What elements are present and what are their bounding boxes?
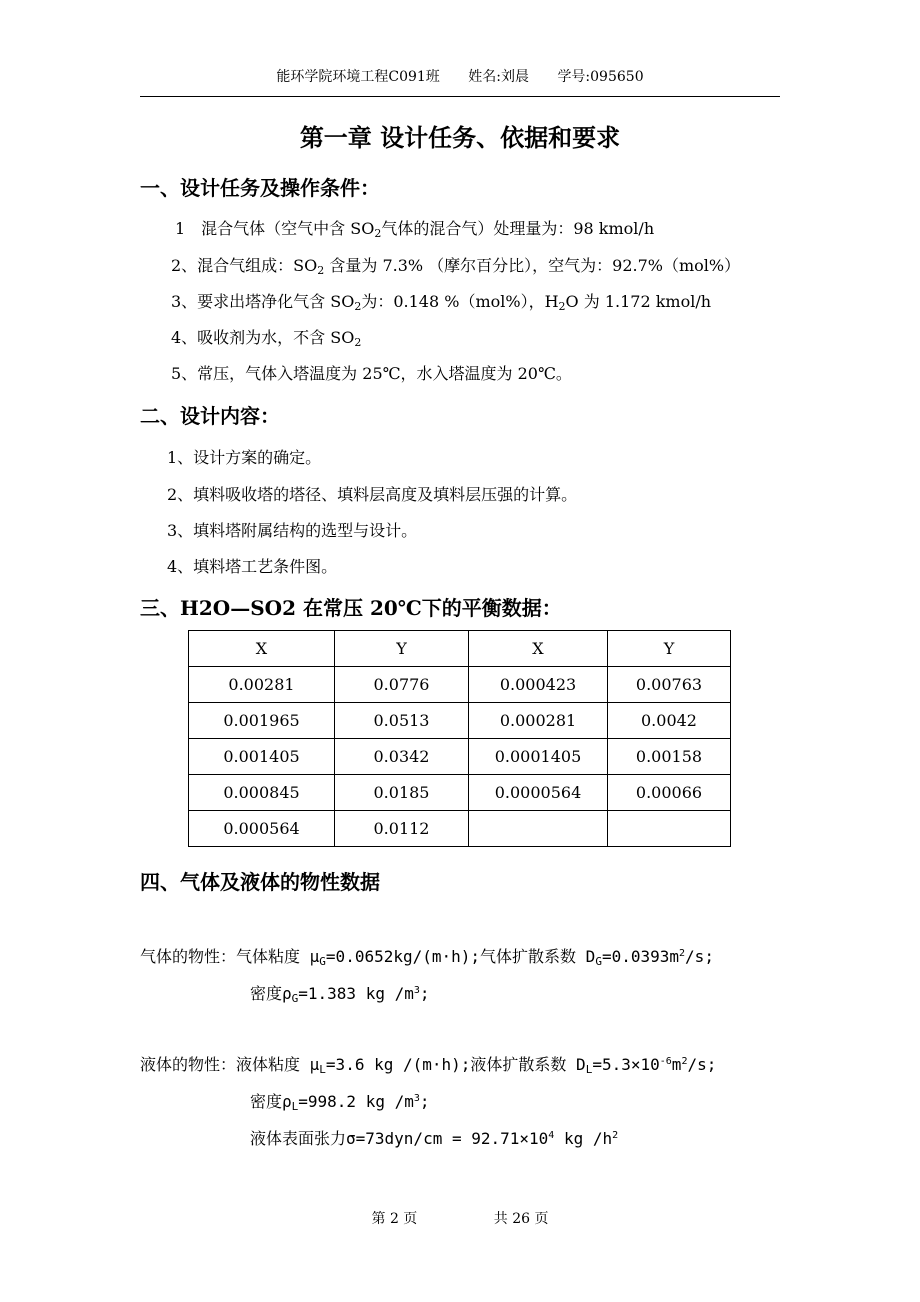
section1-title: 一、设计任务及操作条件：: [140, 176, 380, 200]
section1-item-4: 4、吸收剂为水，不含 $SO_2$: [171, 328, 362, 349]
page-footer: [0, 1208, 920, 1228]
gas-properties-line-1: 气体的物性：气体粘度 $\mu_G=0.0652kg/(m\cdot h)$;气体扩散系数 $D_G=0.0393m^2/s$;: [140, 947, 714, 968]
table-cell: 0.00763: [608, 667, 731, 703]
gas-label: 气体的物性：: [140, 947, 237, 966]
gas-properties-line-2: 密度$\rho_G=1.383$ kg $/m^3$;: [250, 984, 430, 1005]
header-student-no: 学号:095650: [557, 69, 644, 85]
table-cell: 0.0001405: [469, 739, 608, 775]
table-row: [189, 667, 731, 703]
chapter-title: 第一章 设计任务、依据和要求: [299, 123, 621, 152]
table-row: [189, 739, 731, 775]
table-header-cell: X: [189, 631, 335, 667]
table-cell: 0.000423: [469, 667, 608, 703]
liquid-properties-line-3: 液体表面张力$\sigma=73dyn/cm = 92.71\times 10^4$ kg $/h^2$: [250, 1129, 619, 1148]
table-row: [189, 811, 731, 847]
running-header: [0, 66, 920, 86]
table-cell: 0.001405: [189, 739, 335, 775]
section1-item-1: 1 混合气体（空气中含 $SO_2$气体的混合气）处理量为：98 kmol/h: [175, 219, 655, 240]
section2-item-3: 3、填料塔附属结构的选型与设计。: [167, 521, 418, 540]
table-header-cell: X: [469, 631, 608, 667]
page-total: 共 26 页: [493, 1211, 549, 1227]
table-cell: 0.0342: [335, 739, 469, 775]
equilibrium-table: [188, 630, 731, 847]
table-cell: 0.000845: [189, 775, 335, 811]
table-cell: 0.00158: [608, 739, 731, 775]
header-name: 姓名:刘晨: [468, 69, 529, 85]
table-cell: 0.0042: [608, 703, 731, 739]
table-header-row: [189, 631, 731, 667]
table-header-cell: Y: [608, 631, 731, 667]
liquid-properties-line-2: 密度$\rho_L=998.2$ kg $/m^3$;: [250, 1092, 430, 1113]
liquid-properties-line-1: 液体的物性：液体粘度 $\mu_L=3.6$ kg /(m·h);液体扩散系数 $D_L=5.3\times 10^{-6}m^2/s$;: [140, 1055, 717, 1076]
section1-item-5: 5、常压，气体入塔温度为 25℃，水入塔温度为 20℃。: [171, 364, 572, 383]
section2-item-1: 1、设计方案的确定。: [167, 448, 322, 467]
table-cell: 0.0112: [335, 811, 469, 847]
header-class: 能环学院环境工程C091班: [276, 69, 440, 85]
table-header-cell: Y: [335, 631, 469, 667]
section2-item-2: 2、填料吸收塔的塔径、填料层高度及填料层压强的计算。: [167, 485, 578, 504]
table-cell: [469, 811, 608, 847]
page-number: 第 2 页: [371, 1211, 418, 1227]
liquid-label: 液体的物性：: [140, 1055, 237, 1074]
table-cell: 0.0000564: [469, 775, 608, 811]
table-row: [189, 703, 731, 739]
table-cell: 0.001965: [189, 703, 335, 739]
table-cell: [608, 811, 731, 847]
table-cell: 0.0776: [335, 667, 469, 703]
table-cell: 0.000281: [469, 703, 608, 739]
table-cell: 0.0185: [335, 775, 469, 811]
table-cell: 0.00066: [608, 775, 731, 811]
section2-item-4: 4、填料塔工艺条件图。: [167, 557, 338, 576]
section4-title: 四、气体及液体的物性数据: [140, 870, 380, 894]
section2-title: 二、设计内容：: [140, 404, 280, 428]
table-row: [189, 775, 731, 811]
table-cell: 0.000564: [189, 811, 335, 847]
header-rule: [140, 96, 780, 97]
section1-item-2: 2、混合气组成：$SO_2$ 含量为 7.3% （摩尔百分比），空气为：92.7%（mol%）: [171, 256, 741, 277]
table-cell: 0.0513: [335, 703, 469, 739]
section3-title: 三、H2O—SO2 在常压 20℃下的平衡数据：: [140, 596, 562, 620]
table-cell: 0.00281: [189, 667, 335, 703]
section1-item-3: 3、要求出塔净化气含 $SO_2$为：0.148 %（mol%），$H_2O$ 为 1.172 kmol/h: [171, 292, 712, 313]
